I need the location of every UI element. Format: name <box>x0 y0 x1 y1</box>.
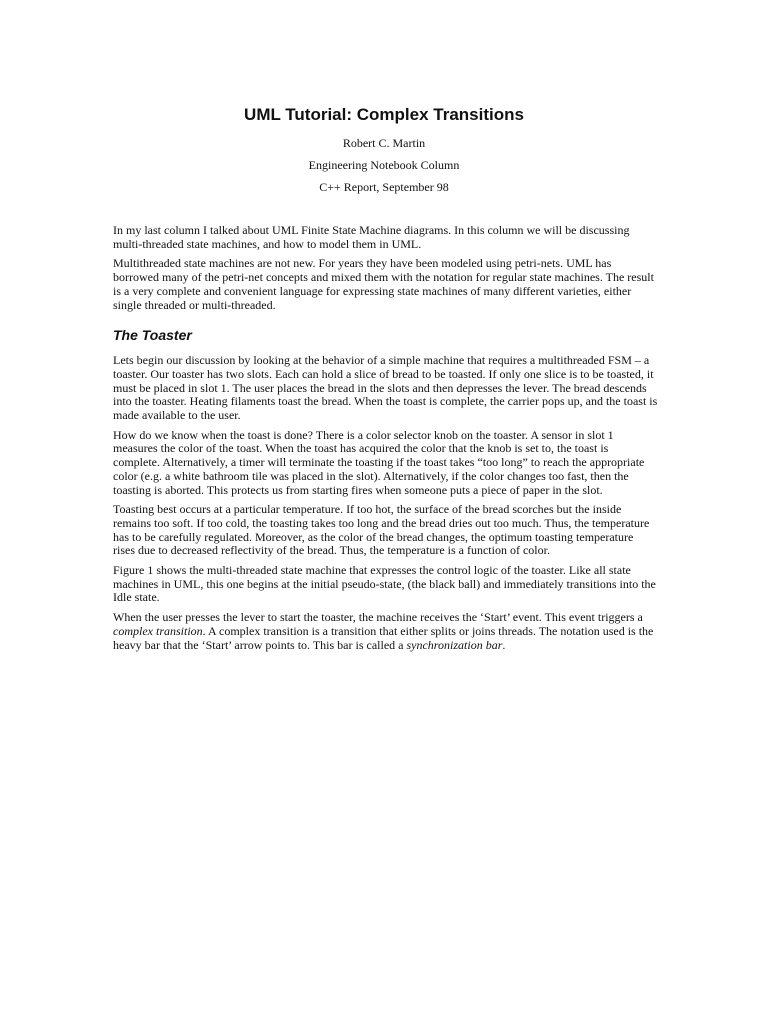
document-title: UML Tutorial: Complex Transitions <box>244 105 524 124</box>
section-heading-toaster: The Toaster <box>113 327 192 344</box>
paragraph-multithreaded: Multithreaded state machines are not new. For years they have been modeled using petri-nets. UML has borrowed many of the petri-net concepts and mixed them with the notation for regular state machines. The result is a very complete and convenient language for expressing state machines of many different varieties, either single threaded or multi-threaded. <box>113 256 654 312</box>
publication-info: C++ Report, September 98 <box>319 180 449 194</box>
paragraph-toaster-behavior: Lets begin our discussion by looking at the behavior of a simple machine that requires a multithreaded FSM – a toaster. Our toaster has two slots. Each can hold a slice of bread to be toasted. If only one slice is to be toasted, it must be placed in slot 1. The user places the bread in the slots and then depresses the lever. The bread descends into the toaster. Heating filaments toast the bread. When the toast is complete, the carrier pops up, and the toast is made available to the user. <box>113 353 658 423</box>
document-body <box>113 224 658 658</box>
text-segment: . <box>502 637 506 652</box>
paragraph-intro: In my last column I talked about UML Finite State Machine diagrams. In this column we will be discussing multi-threaded state machines, and how to model them in UML. <box>113 223 630 251</box>
text-segment: . A complex transition is a transition that either splits or joins threads. The notation used is the heavy bar that the ‘Start’ arrow points to. This bar is called a <box>113 623 654 652</box>
paragraph-figure-reference: Figure 1 shows the multi-threaded state machine that expresses the control logic of the toaster. Like all state machines in UML, this one begins at the initial pseudo-state, (the black ball) and immediately transitions into the Idle state. <box>113 563 656 605</box>
author-name: Robert C. Martin <box>342 136 426 150</box>
paragraph-toast-done: How do we know when the toast is done? There is a color selector knob on the toaster. A sensor in slot 1 measures the color of the toast. When the toast has acquired the color that the knob is set to, the toast is complete. Alternatively, a timer will terminate the toasting if the toast takes “too long” to reach the appropriate color (e.g. a white bathroom tile was placed in the slot). Alternatively, if the color changes too fast, then the toasting is aborted. This protects us from starting fires when someone puts a piece of paper in the slot. <box>113 427 645 497</box>
paragraph-temperature: Toasting best occurs at a particular temperature. If too hot, the surface of the bread scorches but the inside remains too soft. If too cold, the toasting takes too long and the bread dries out too much. Thus, the temperature has to be carefully regulated. Moreover, as the color of the bread changes, the optimum toasting temperature rises due to decreased reflectivity of the bread. Thus, the temperature is a function of color. <box>113 502 650 558</box>
text-segment: When the user presses the lever to start the toaster, the machine receives the ‘Start’ event. This event triggers a <box>113 610 643 625</box>
term-complex-transition: complex transition <box>113 623 203 638</box>
paragraph-complex-transition <box>113 611 658 652</box>
term-synchronization-bar: synchronization bar <box>406 637 503 652</box>
column-name: Engineering Notebook Column <box>308 158 460 172</box>
